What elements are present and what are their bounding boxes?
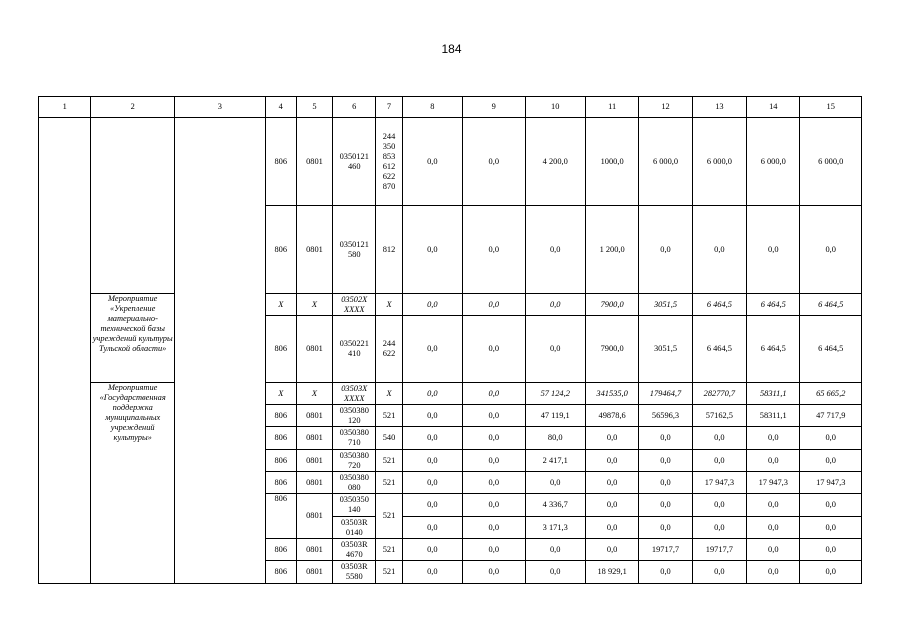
cell-value: 0,0	[402, 517, 462, 539]
cell-section-code: 0801	[296, 405, 332, 427]
cell-value: 3051,5	[639, 316, 692, 383]
cell-expense-type: 521	[376, 539, 402, 561]
cell-target-code: 03503X XXXX	[333, 383, 376, 405]
cell-target-code: 03502X XXXX	[333, 294, 376, 316]
cell-value: 0,0	[402, 383, 462, 405]
cell-target-code: 0350221 410	[333, 316, 376, 383]
cell-admin-code: 806	[265, 118, 296, 206]
cell-value: 6 464,5	[747, 316, 800, 383]
cell-value: 0,0	[463, 383, 525, 405]
cell-value: 1000,0	[585, 118, 638, 206]
cell-value: 0,0	[525, 561, 585, 584]
cell-section-code: 0801	[296, 118, 332, 206]
table-row	[39, 118, 862, 206]
cell-value: 6 464,5	[692, 316, 746, 383]
cell-value: 0,0	[800, 427, 862, 450]
cell-value: 19717,7	[692, 539, 746, 561]
cell-value: 0,0	[639, 206, 692, 294]
cell-value: 4 336,7	[525, 494, 585, 517]
cell-value: 0,0	[585, 539, 638, 561]
cell-value: 0,0	[692, 206, 746, 294]
column-header: 15	[800, 97, 862, 118]
cell-value: 0,0	[800, 561, 862, 584]
cell-section-code: X	[296, 294, 332, 316]
cell-expense-type: X	[376, 294, 402, 316]
cell-expense-type: 540	[376, 427, 402, 450]
empty-cell	[39, 118, 91, 584]
column-header: 14	[747, 97, 800, 118]
activity-label: Мероприятие «Государственная поддержка муниципальных учреждений культуры»	[91, 383, 175, 584]
cell-value: 0,0	[525, 316, 585, 383]
cell-expense-type: 521	[376, 472, 402, 494]
cell-section-code: 0801	[296, 206, 332, 294]
cell-value: 0,0	[402, 294, 462, 316]
cell-target-code: 0350380 120	[333, 405, 376, 427]
cell-expense-type: 244 622	[376, 316, 402, 383]
cell-section-code: 0801	[296, 316, 332, 383]
cell-expense-type: X	[376, 383, 402, 405]
column-header: 2	[91, 97, 175, 118]
cell-value: 7900,0	[585, 316, 638, 383]
cell-admin-code: 806	[265, 539, 296, 561]
cell-value: 0,0	[639, 494, 692, 517]
cell-value: 0,0	[585, 472, 638, 494]
cell-section-code: 0801	[296, 450, 332, 472]
cell-admin-code: 806	[265, 405, 296, 427]
cell-value: 0,0	[585, 517, 638, 539]
cell-value: 18 929,1	[585, 561, 638, 584]
cell-value: 56596,3	[639, 405, 692, 427]
cell-value: 0,0	[747, 206, 800, 294]
cell-target-code: 0350380 080	[333, 472, 376, 494]
column-header: 4	[265, 97, 296, 118]
cell-value: 0,0	[463, 494, 525, 517]
column-header: 12	[639, 97, 692, 118]
cell-value: 0,0	[747, 427, 800, 450]
cell-value: 0,0	[692, 561, 746, 584]
cell-value: 0,0	[800, 517, 862, 539]
cell-value: 0,0	[800, 539, 862, 561]
cell-target-code: 0350350 140	[333, 494, 376, 517]
header-row	[39, 97, 862, 118]
cell-admin-code: 806	[265, 561, 296, 584]
cell-value: 0,0	[747, 517, 800, 539]
cell-admin-code: 806	[265, 494, 296, 539]
cell-value: 6 000,0	[800, 118, 862, 206]
cell-expense-type: 521	[376, 450, 402, 472]
cell-value: 0,0	[463, 427, 525, 450]
cell-value: 0,0	[463, 206, 525, 294]
cell-value: 17 947,3	[692, 472, 746, 494]
cell-value: 0,0	[525, 472, 585, 494]
cell-value: 0,0	[463, 517, 525, 539]
cell-value: 0,0	[402, 450, 462, 472]
cell-value: 65 665,2	[800, 383, 862, 405]
cell-value: 0,0	[463, 405, 525, 427]
cell-value: 0,0	[402, 316, 462, 383]
cell-value: 6 000,0	[692, 118, 746, 206]
cell-value: 0,0	[463, 294, 525, 316]
cell-expense-type: 244 350 853 612 622 870	[376, 118, 402, 206]
cell-value: 58311,1	[747, 405, 800, 427]
cell-value: 0,0	[800, 450, 862, 472]
cell-section-code: X	[296, 383, 332, 405]
cell-value: 0,0	[585, 450, 638, 472]
cell-section-code: 0801	[296, 539, 332, 561]
cell-admin-code: 806	[265, 472, 296, 494]
cell-admin-code: X	[265, 294, 296, 316]
cell-value: 0,0	[692, 427, 746, 450]
cell-section-code: 0801	[296, 494, 332, 539]
empty-cell	[174, 118, 265, 584]
cell-value: 0,0	[639, 517, 692, 539]
cell-admin-code: 806	[265, 206, 296, 294]
cell-value: 0,0	[747, 450, 800, 472]
cell-value: 0,0	[747, 539, 800, 561]
column-header: 13	[692, 97, 746, 118]
cell-target-code: 03503R 0140	[333, 517, 376, 539]
cell-value: 0,0	[402, 405, 462, 427]
cell-value: 0,0	[525, 206, 585, 294]
cell-target-code: 0350121 460	[333, 118, 376, 206]
cell-value: 0,0	[639, 561, 692, 584]
cell-value: 0,0	[585, 494, 638, 517]
cell-admin-code: 806	[265, 316, 296, 383]
cell-value: 3051,5	[639, 294, 692, 316]
cell-value: 0,0	[402, 494, 462, 517]
cell-value: 0,0	[402, 539, 462, 561]
table-row-total	[39, 294, 862, 316]
cell-value: 19717,7	[639, 539, 692, 561]
cell-value: 1 200,0	[585, 206, 638, 294]
cell-section-code: 0801	[296, 427, 332, 450]
cell-value: 0,0	[463, 316, 525, 383]
cell-value: 6 464,5	[747, 294, 800, 316]
cell-admin-code: 806	[265, 450, 296, 472]
cell-value: 0,0	[639, 472, 692, 494]
cell-value: 49878,6	[585, 405, 638, 427]
cell-value: 0,0	[463, 118, 525, 206]
activity-label: Мероприятие «Укрепление материально-технической базы учреждений культуры Тульской области»	[91, 294, 175, 383]
cell-value: 0,0	[639, 427, 692, 450]
cell-expense-type: 521	[376, 561, 402, 584]
cell-value: 0,0	[525, 539, 585, 561]
cell-value: 17 947,3	[747, 472, 800, 494]
cell-value: 57162,5	[692, 405, 746, 427]
column-header: 11	[585, 97, 638, 118]
cell-target-code: 03503R 4670	[333, 539, 376, 561]
cell-value: 0,0	[402, 427, 462, 450]
cell-admin-code: X	[265, 383, 296, 405]
cell-value: 0,0	[402, 206, 462, 294]
cell-admin-code: 806	[265, 427, 296, 450]
column-header: 10	[525, 97, 585, 118]
cell-value: 0,0	[692, 450, 746, 472]
cell-value: 0,0	[800, 206, 862, 294]
cell-value: 6 464,5	[692, 294, 746, 316]
cell-expense-type: 521	[376, 494, 402, 539]
cell-value: 57 124,2	[525, 383, 585, 405]
cell-expense-type: 812	[376, 206, 402, 294]
cell-value: 0,0	[463, 539, 525, 561]
cell-value: 0,0	[800, 494, 862, 517]
cell-value: 47 717,9	[800, 405, 862, 427]
column-header: 5	[296, 97, 332, 118]
cell-value: 6 464,5	[800, 294, 862, 316]
cell-value: 0,0	[747, 561, 800, 584]
column-header: 7	[376, 97, 402, 118]
budget-table	[38, 96, 862, 584]
cell-target-code: 0350380 720	[333, 450, 376, 472]
cell-value: 6 000,0	[747, 118, 800, 206]
cell-value: 282770,7	[692, 383, 746, 405]
cell-value: 2 417,1	[525, 450, 585, 472]
empty-cell	[91, 118, 175, 294]
cell-value: 17 947,3	[800, 472, 862, 494]
cell-value: 0,0	[463, 561, 525, 584]
cell-expense-type: 521	[376, 405, 402, 427]
cell-value: 0,0	[585, 427, 638, 450]
cell-target-code: 0350121 580	[333, 206, 376, 294]
cell-target-code: 03503R 5580	[333, 561, 376, 584]
cell-value: 341535,0	[585, 383, 638, 405]
cell-value: 0,0	[402, 561, 462, 584]
cell-value: 7900,0	[585, 294, 638, 316]
cell-value: 0,0	[692, 494, 746, 517]
column-header: 9	[463, 97, 525, 118]
cell-value: 47 119,1	[525, 405, 585, 427]
page-number: 184	[441, 42, 462, 56]
cell-section-code: 0801	[296, 561, 332, 584]
cell-value: 0,0	[639, 450, 692, 472]
cell-value: 0,0	[525, 294, 585, 316]
column-header: 8	[402, 97, 462, 118]
column-header: 6	[333, 97, 376, 118]
cell-value: 6 000,0	[639, 118, 692, 206]
cell-value: 179464,7	[639, 383, 692, 405]
column-header: 3	[174, 97, 265, 118]
cell-value: 58311,1	[747, 383, 800, 405]
cell-value: 0,0	[747, 494, 800, 517]
cell-value: 0,0	[463, 472, 525, 494]
cell-target-code: 0350380 710	[333, 427, 376, 450]
cell-value: 3 171,3	[525, 517, 585, 539]
cell-value: 4 200,0	[525, 118, 585, 206]
cell-value: 0,0	[692, 517, 746, 539]
table-row-total	[39, 383, 862, 405]
cell-value: 80,0	[525, 427, 585, 450]
cell-value: 0,0	[402, 472, 462, 494]
cell-value: 0,0	[402, 118, 462, 206]
column-header: 1	[39, 97, 91, 118]
cell-value: 6 464,5	[800, 316, 862, 383]
cell-value: 0,0	[463, 450, 525, 472]
cell-section-code: 0801	[296, 472, 332, 494]
